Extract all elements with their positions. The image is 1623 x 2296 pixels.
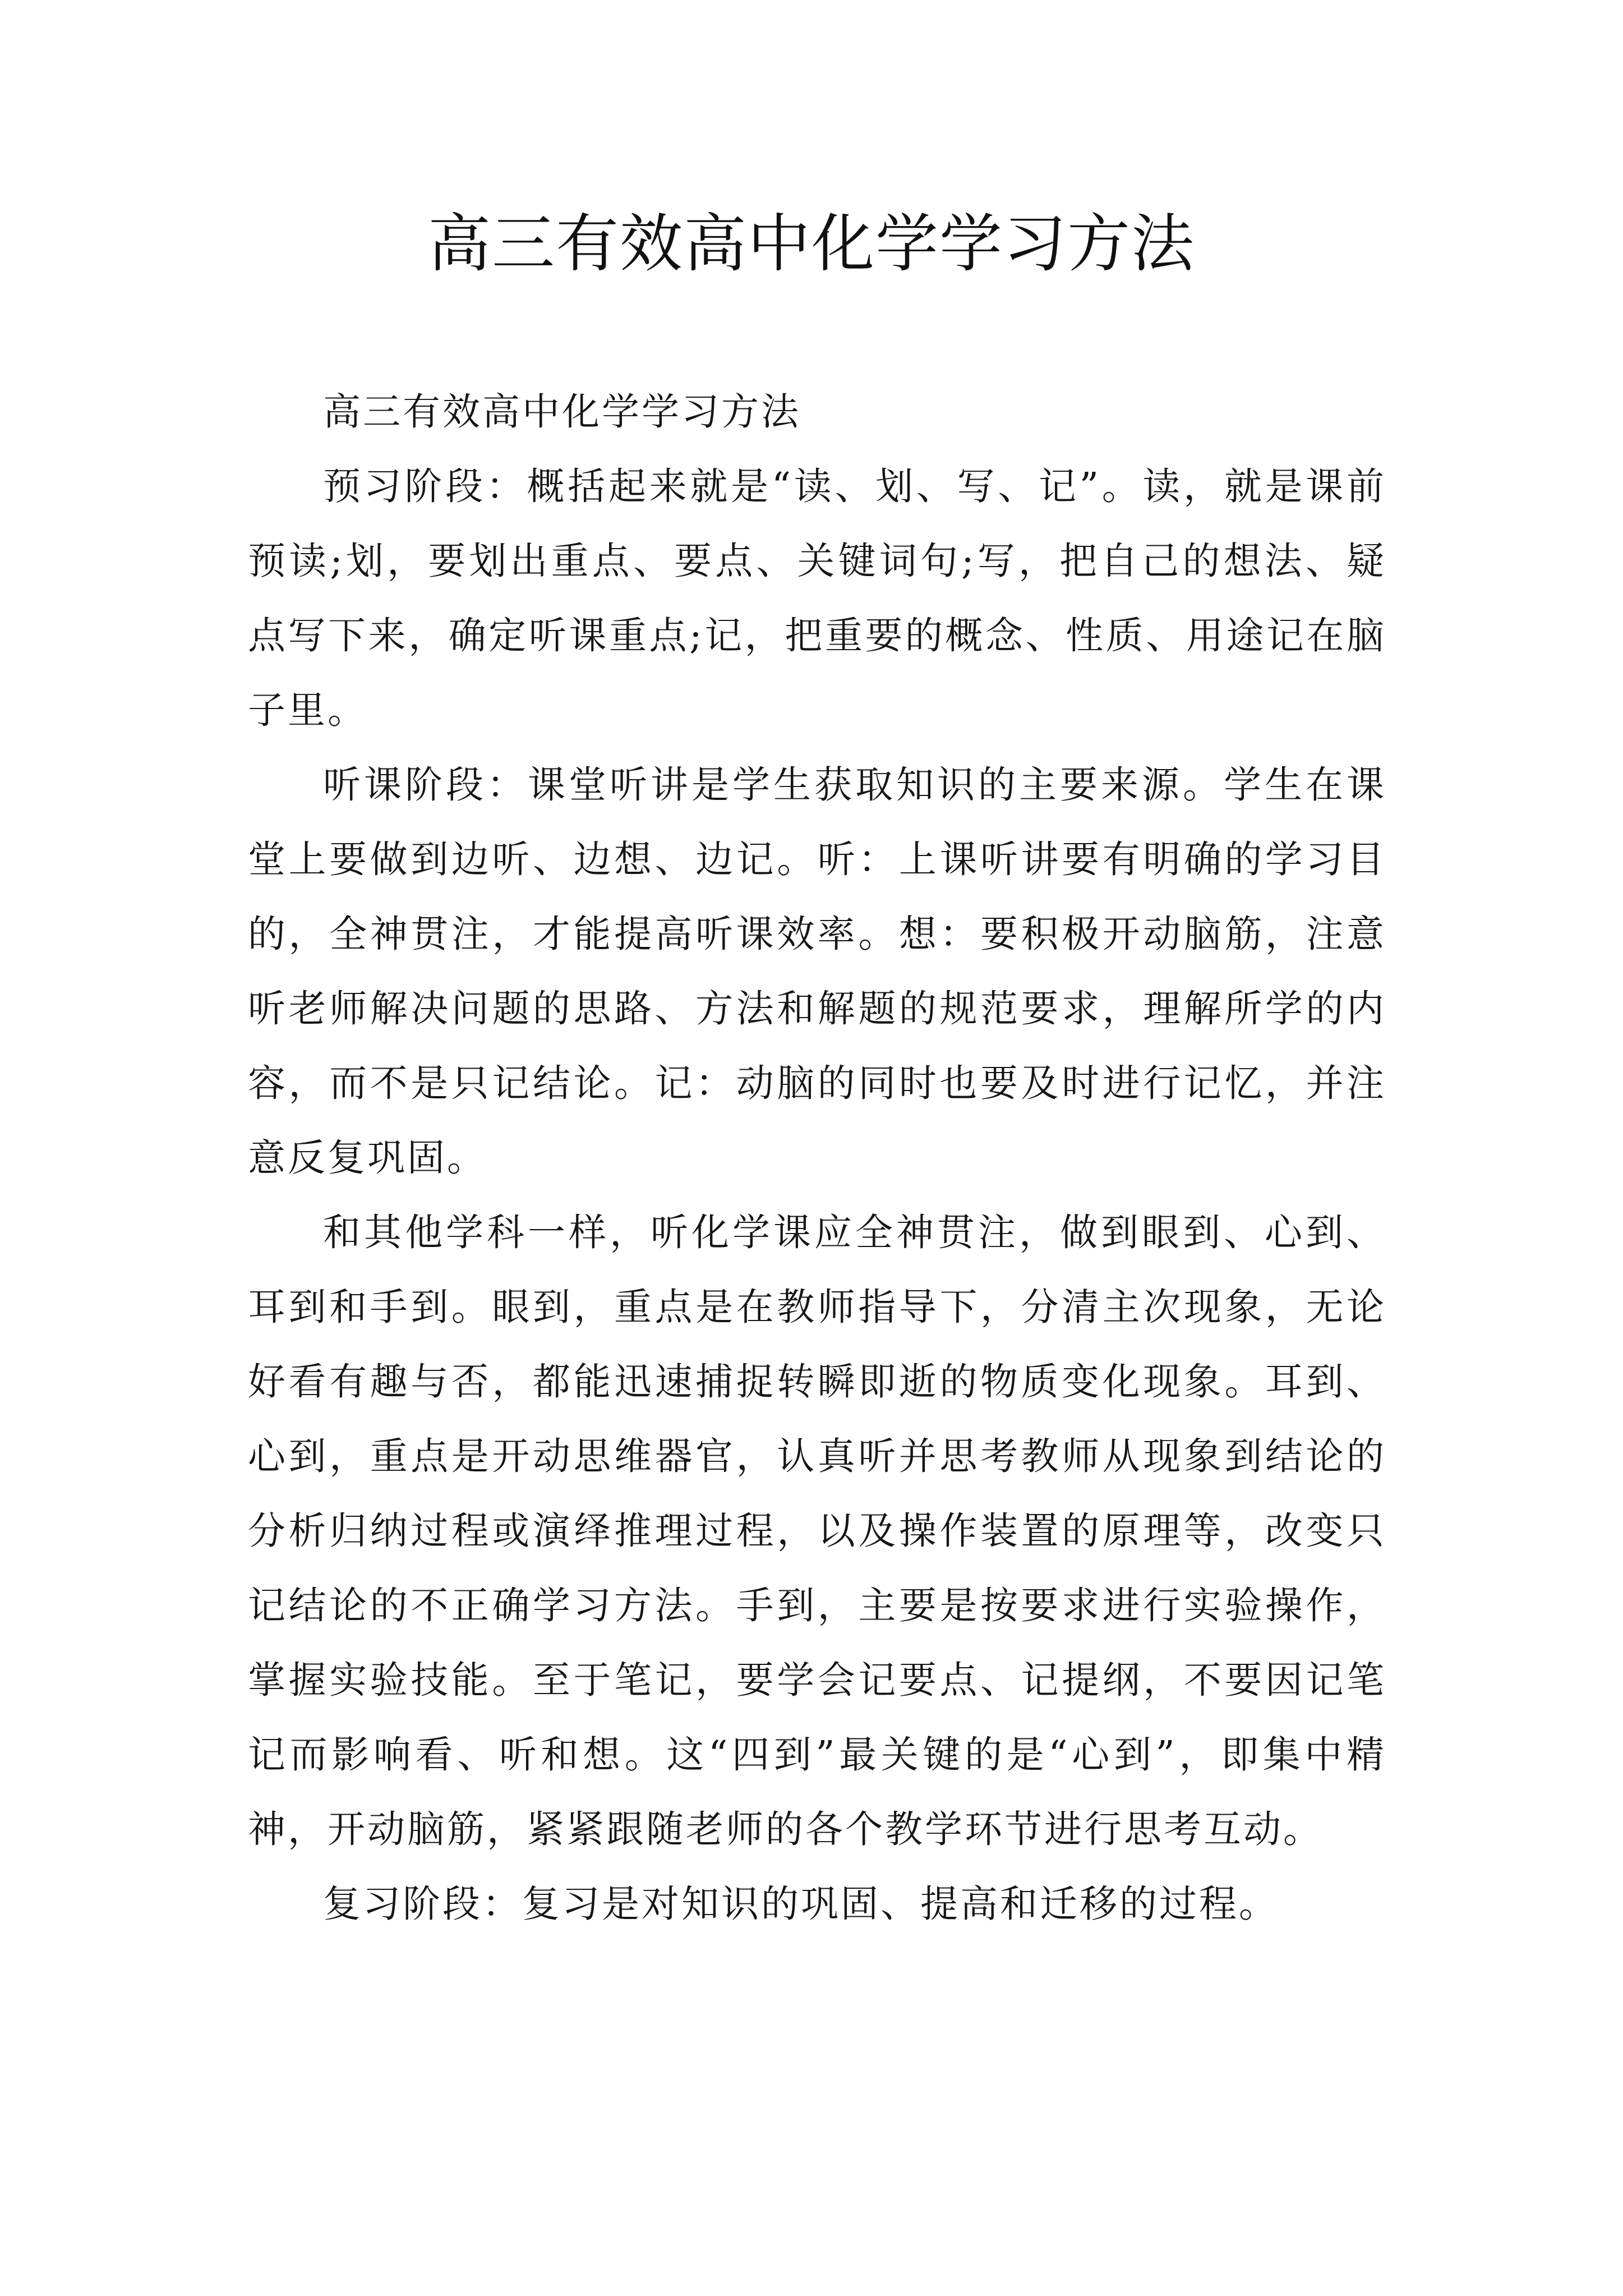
paragraph-listening-stage: 听课阶段：课堂听讲是学生获取知识的主要来源。学生在课堂上要做到边听、边想、边记。听：上课听讲要有明确的学习目的，全神贯注，才能提高听课效率。想：要积极开动脑筋，注意听老师解决问题的思路、方法和解题的规范要求，理解所学的内容，而不是只记结论。记：动脑的同时也要及时进行记忆，并注意反复巩固。 xyxy=(248,763,1386,1180)
paragraph-subtitle: 高三有效高中化学学习方法 xyxy=(323,390,801,434)
document-title: 高三有效高中化学学习方法 xyxy=(428,208,1195,280)
paragraph-four-attentions: 和其他学科一样，听化学课应全神贯注，做到眼到、心到、耳到和手到。眼到，重点是在教师指导下，分清主次现象，无论好看有趣与否，都能迅速捕捉转瞬即逝的物质变化现象。耳到、心到，重点是开动思维器官，认真听并思考教师从现象到结论的分析归纳过程或演绎推理过程，以及操作装置的原理等，改变只记结论的不正确学习方法。手到，主要是按要求进行实验操作，掌握实验技能。至于笔记，要学会记要点、记提纲，不要因记笔记而影响看、听和想。这“四到”最关键的是“心到”，即集中精神，开动脑筋，紧紧跟随老师的各个教学环节进行思考互动。 xyxy=(248,1211,1386,1851)
paragraph-preview-stage: 预习阶段：概括起来就是“读、划、写、记”。读，就是课前预读;划，要划出重点、要点、关键词句;写，把自己的想法、疑点写下来，确定听课重点;记，把重要的概念、性质、用途记在脑子里。 xyxy=(248,464,1386,732)
paragraph-review-stage: 复习阶段：复习是对知识的巩固、提高和迁移的过程。 xyxy=(323,1882,1279,1926)
document-body xyxy=(248,375,1386,1941)
